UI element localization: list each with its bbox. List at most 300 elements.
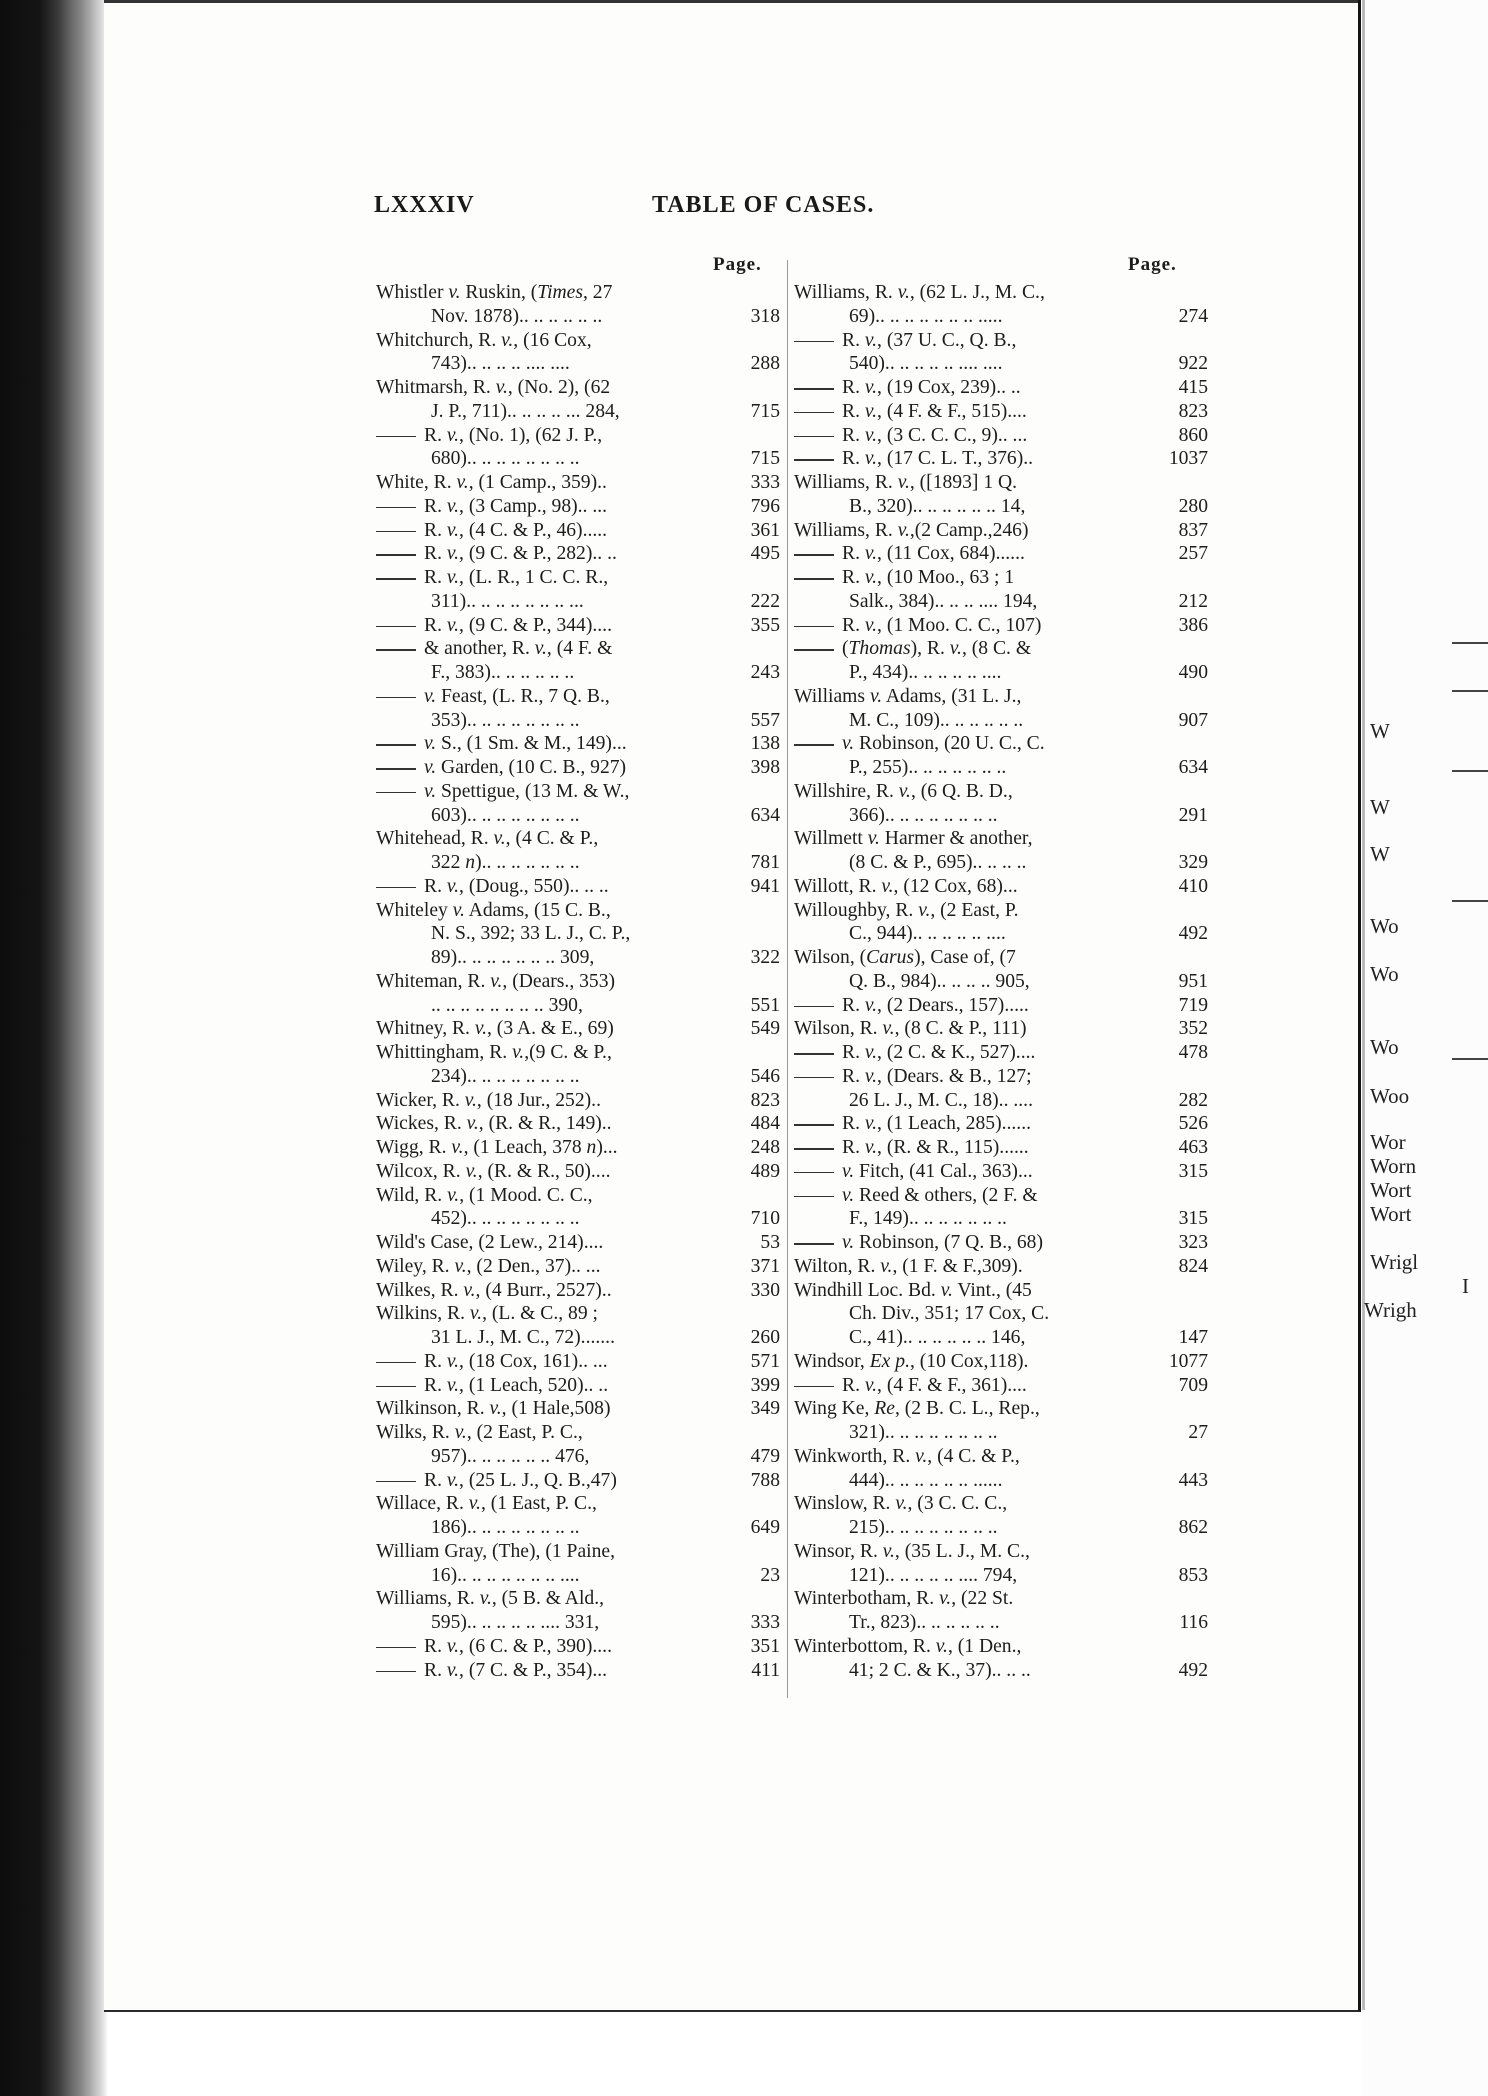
- page-number: 490: [1178, 662, 1208, 683]
- entry-line: [376, 1160, 780, 1184]
- entry-text: Windhill Loc. Bd. v. Vint., (45: [794, 1279, 1032, 1301]
- entry-text: 322 n).. .. .. .. .. .. ..: [431, 852, 580, 873]
- page-number: 329: [1178, 852, 1208, 873]
- entry-text: M. C., 109).. .. .. .. .. ..: [849, 709, 1024, 731]
- entry-line: [794, 780, 1208, 804]
- italic-text: v.: [864, 567, 878, 588]
- page-number: 492: [1178, 923, 1208, 945]
- italic-text: Re: [874, 1398, 895, 1420]
- entry-text: R. v., (9 C. & P., 344)....: [424, 614, 612, 636]
- entry-text: R. v., (9 C. & P., 282).. ..: [424, 543, 617, 565]
- page-number: 291: [1178, 804, 1208, 826]
- page-number: 371: [750, 1255, 780, 1277]
- sub-entry-line: [376, 780, 780, 804]
- italic-text: v.: [451, 1137, 464, 1158]
- page-number: 243: [750, 662, 780, 683]
- italic-text: v.: [918, 899, 931, 921]
- italic-text: v.: [474, 1018, 487, 1040]
- italic-text: v.: [864, 1374, 878, 1396]
- italic-text: v.: [479, 1588, 492, 1610]
- entry-line: [376, 1397, 780, 1421]
- italic-text: v.: [864, 1113, 878, 1135]
- italic-text: v.: [864, 329, 878, 351]
- page-number: 788: [750, 1469, 780, 1491]
- entry-text: 444).. .. .. .. .. .. ......: [849, 1469, 1003, 1491]
- entry-text: 31 L. J., M. C., 72).......: [431, 1327, 615, 1348]
- italic-text: v.: [512, 1042, 525, 1063]
- page-title: TABLE OF CASES.: [652, 192, 875, 218]
- entry-text: R. v., (1 Leach, 520).. ..: [424, 1374, 609, 1396]
- page-number: 649: [750, 1517, 780, 1538]
- ditto-dash: [376, 1362, 416, 1364]
- page-number: 147: [1178, 1327, 1208, 1348]
- facing-dash: [1452, 1058, 1488, 1060]
- entry-continuation-line: [794, 590, 1208, 614]
- page-number: 715: [750, 448, 780, 470]
- right-column-heading: Page.: [1128, 254, 1177, 275]
- ditto-dash: [376, 507, 416, 509]
- italic-text: v.: [842, 1184, 855, 1206]
- entry-text: Whiteley v. Adams, (15 C. B.,: [376, 899, 611, 921]
- sub-entry-line: [376, 566, 780, 590]
- entry-line: [794, 899, 1208, 923]
- entry-line: [794, 1350, 1208, 1374]
- entry-text: C., 944).. .. .. .. .. ....: [849, 923, 1006, 945]
- column-divider: [787, 260, 788, 1698]
- entry-line: [376, 1041, 780, 1065]
- page-number: 1037: [1168, 448, 1208, 470]
- page-number: 410: [1178, 875, 1208, 897]
- page-number: 796: [750, 495, 780, 517]
- entry-text: Willoughby, R. v., (2 East, P.: [794, 899, 1019, 921]
- sub-entry-line: [794, 1160, 1208, 1184]
- italic-text: v.: [939, 1588, 952, 1610]
- page-number: 116: [1179, 1612, 1208, 1633]
- entry-text: Wilson, R. v., (8 C. & P., 111): [794, 1018, 1027, 1040]
- entry-text: Williams, R. v., (5 B. & Ald.,: [376, 1588, 604, 1610]
- entry-line: [376, 1279, 780, 1303]
- italic-text: v.: [864, 543, 878, 565]
- entry-text: R. v., (4 C. & P., 46).....: [424, 519, 608, 541]
- facing-fragment: Wo: [1370, 962, 1399, 986]
- entry-continuation-line: [794, 970, 1208, 994]
- entry-line: [376, 471, 780, 495]
- entry-text: Nov. 1878).. .. .. .. .. ..: [431, 305, 603, 327]
- page-number: 551: [750, 994, 780, 1016]
- facing-fragment: Wor: [1370, 1130, 1406, 1154]
- entry-text: J. P., 711).. .. .. .. ... 284,: [431, 400, 620, 422]
- entry-line: [794, 1635, 1208, 1659]
- sub-entry-line: [794, 376, 1208, 400]
- entry-text: C., 41).. .. .. .. .. .. 146,: [849, 1327, 1026, 1348]
- page-number: 549: [750, 1018, 780, 1040]
- italic-text: v.: [424, 685, 437, 707]
- page-number: 715: [750, 400, 780, 422]
- sub-entry-line: [376, 519, 780, 543]
- page-number: 853: [1178, 1564, 1208, 1586]
- italic-text: v.: [446, 424, 460, 446]
- page-number: 484: [750, 1113, 780, 1135]
- italic-text: v.: [446, 1469, 460, 1491]
- italic-text: v.: [501, 329, 514, 351]
- entry-text: Tr., 823).. .. .. .. .. ..: [849, 1612, 1000, 1633]
- page-number: 23: [760, 1564, 780, 1586]
- entry-text: White, R. v., (1 Camp., 359)..: [376, 472, 607, 493]
- page-number: 323: [1178, 1232, 1208, 1253]
- page-number: 862: [1178, 1517, 1208, 1538]
- italic-text: v.: [882, 1540, 895, 1562]
- entry-continuation-line: [376, 661, 780, 685]
- ditto-dash: [376, 578, 416, 580]
- entry-text: (8 C. & P., 695).. .. .. ..: [849, 852, 1027, 873]
- page-number: 349: [750, 1398, 780, 1420]
- page-number: 282: [1178, 1089, 1208, 1111]
- entry-text: Wild, R. v., (1 Mood. C. C.,: [376, 1184, 593, 1206]
- ditto-dash: [376, 1386, 416, 1388]
- facing-fragment: Wo: [1370, 914, 1399, 938]
- entry-text: R. v., (25 L. J., Q. B.,47): [424, 1469, 617, 1491]
- entry-line: [794, 1445, 1208, 1469]
- italic-text: v.: [446, 614, 460, 636]
- page-number: 951: [1178, 970, 1208, 992]
- italic-text: v.: [898, 780, 911, 802]
- entry-text: 26 L. J., M. C., 18).. ....: [849, 1089, 1033, 1111]
- page-number: 492: [1178, 1659, 1208, 1681]
- page-folio: LXXXIV: [374, 192, 475, 218]
- italic-text: v.: [842, 1232, 855, 1253]
- entry-text: .. .. .. .. .. .. .. .. 390,: [431, 994, 583, 1016]
- entry-line: [794, 281, 1208, 305]
- entry-text: R. v., (37 U. C., Q. B.,: [842, 329, 1017, 351]
- entry-line: [794, 519, 1208, 543]
- entry-text: Willmett v. Harmer & another,: [794, 828, 1033, 850]
- ditto-dash: [794, 459, 834, 461]
- sub-entry-line: [794, 614, 1208, 638]
- italic-text: v.: [446, 567, 460, 588]
- entry-text: P., 255).. .. .. .. .. .. ..: [849, 757, 1007, 778]
- entry-text: Wilks, R. v., (2 East, P. C.,: [376, 1422, 583, 1443]
- page-number: 333: [750, 1612, 780, 1633]
- entry-line: [794, 1492, 1208, 1516]
- entry-text: Wilkes, R. v., (4 Burr., 2527)..: [376, 1279, 612, 1301]
- italic-text: v.: [446, 495, 460, 517]
- entry-text: Wicker, R. v., (18 Jur., 252)..: [376, 1089, 601, 1111]
- italic-text: Ex p.: [869, 1350, 910, 1372]
- entry-text: Salk., 384).. .. .. .... 194,: [849, 590, 1038, 612]
- facing-fragment: W: [1370, 842, 1390, 866]
- sub-entry-line: [794, 1112, 1208, 1136]
- entry-text: v. Fitch, (41 Cal., 363)...: [842, 1160, 1033, 1182]
- ditto-dash: [376, 531, 416, 533]
- page-number: 318: [750, 305, 780, 327]
- page-number: 526: [1178, 1113, 1208, 1135]
- ditto-dash: [794, 1006, 834, 1008]
- facing-dash: [1452, 770, 1488, 772]
- entry-continuation-line: [794, 1326, 1208, 1350]
- entry-line: [376, 281, 780, 305]
- entry-continuation-line: [376, 1445, 780, 1469]
- sub-entry-line: [376, 685, 780, 709]
- italic-text: v.: [446, 1659, 460, 1681]
- entry-text: Williams, R. v., (62 L. J., M. C.,: [794, 282, 1045, 303]
- entry-text: 366).. .. .. .. .. .. .. ..: [849, 804, 998, 826]
- facing-dash: [1452, 642, 1488, 644]
- entry-continuation-line: [794, 305, 1208, 329]
- entry-continuation-line: [376, 305, 780, 329]
- entry-text: 41; 2 C. & K., 37).. .. ..: [849, 1659, 1031, 1681]
- entry-continuation-line: [376, 994, 780, 1018]
- ditto-dash: [794, 554, 834, 556]
- entry-text: R. v., (10 Moo., 63 ; 1: [842, 567, 1015, 588]
- page-number: 222: [750, 590, 780, 612]
- italic-text: v.: [446, 875, 460, 897]
- italic-text: v.: [842, 733, 855, 755]
- page-number: 415: [1178, 377, 1208, 398]
- entry-text: Wilkinson, R. v., (1 Hale,508): [376, 1398, 611, 1420]
- italic-text: v.: [864, 1065, 878, 1087]
- entry-text: 743).. .. .. .. .... ....: [431, 353, 570, 375]
- entry-continuation-line: [376, 1516, 780, 1540]
- page-number: 274: [1178, 305, 1208, 327]
- entry-text: & another, R. v., (4 F. &: [424, 638, 613, 660]
- ditto-dash: [794, 1243, 834, 1245]
- entry-continuation-line: [376, 709, 780, 733]
- ditto-dash: [794, 649, 834, 651]
- italic-text: v.: [864, 400, 878, 422]
- ditto-dash: [794, 1148, 834, 1150]
- ditto-dash: [794, 1124, 834, 1126]
- italic-text: v.: [842, 1160, 855, 1182]
- italic-text: v.: [463, 1279, 476, 1301]
- sub-entry-line: [794, 732, 1208, 756]
- entry-continuation-line: [794, 1089, 1208, 1113]
- entry-continuation-line: [794, 661, 1208, 685]
- entry-continuation-line: [376, 946, 780, 970]
- italic-text: v.: [489, 1398, 502, 1420]
- italic-text: v.: [454, 1422, 467, 1443]
- page-number: 212: [1178, 590, 1208, 612]
- italic-text: v.: [880, 1255, 893, 1277]
- entry-text: Wild's Case, (2 Lew., 214)....: [376, 1232, 604, 1253]
- sub-entry-line: [376, 1350, 780, 1374]
- entry-text: F., 383).. .. .. .. .. ..: [431, 662, 575, 683]
- sub-entry-line: [376, 495, 780, 519]
- ditto-dash: [794, 1172, 834, 1174]
- italic-text: v.: [452, 899, 465, 921]
- page-number: 479: [750, 1445, 780, 1467]
- ditto-dash: [794, 1196, 834, 1198]
- entry-text: Windsor, Ex p., (10 Cox,118).: [794, 1350, 1029, 1372]
- page-number: 443: [1178, 1469, 1208, 1491]
- entry-text: 215).. .. .. .. .. .. .. ..: [849, 1517, 998, 1538]
- ditto-dash: [794, 578, 834, 580]
- facing-fragment: Wo: [1370, 1035, 1399, 1059]
- page-number: 941: [750, 875, 780, 897]
- entry-line: [794, 1279, 1208, 1303]
- entry-text: R. v., (1 Leach, 285)......: [842, 1113, 1031, 1135]
- entry-continuation-line: [794, 352, 1208, 376]
- page-number: 710: [750, 1208, 780, 1230]
- italic-text: v.: [895, 1493, 908, 1515]
- entry-continuation-line: [376, 1207, 780, 1231]
- entry-line: [376, 329, 780, 353]
- sub-entry-line: [376, 424, 780, 448]
- entry-continuation-line: [376, 1564, 780, 1588]
- italic-text: v.: [897, 472, 910, 493]
- sub-entry-line: [376, 732, 780, 756]
- entry-line: [376, 1231, 780, 1255]
- entry-line: [794, 471, 1208, 495]
- entry-text: F., 149).. .. .. .. .. .. ..: [849, 1208, 1007, 1230]
- entry-line: [376, 1302, 780, 1326]
- left-column: [376, 281, 780, 1682]
- page-number: 571: [750, 1350, 780, 1372]
- entry-text: 121).. .. .. .. .. .... 794,: [849, 1564, 1018, 1586]
- entry-text: Williams v. Adams, (31 L. J.,: [794, 685, 1022, 707]
- facing-fragment: Worn: [1370, 1154, 1417, 1178]
- page-number: 355: [750, 614, 780, 636]
- sub-entry-line: [794, 424, 1208, 448]
- sub-entry-line: [794, 1184, 1208, 1208]
- page-number: 411: [751, 1659, 780, 1681]
- entry-line: [376, 1587, 780, 1611]
- italic-text: v.: [446, 519, 460, 541]
- ditto-dash: [794, 412, 834, 414]
- entry-continuation-line: [376, 1326, 780, 1350]
- entry-text: P., 434).. .. .. .. .. ....: [849, 662, 1002, 683]
- entry-continuation-line: [794, 1421, 1208, 1445]
- left-column-heading: Page.: [713, 254, 762, 275]
- ditto-dash: [376, 1671, 416, 1673]
- italic-text: n: [465, 852, 476, 873]
- facing-fragment: Wrigl: [1370, 1250, 1419, 1274]
- entry-continuation-line: [794, 709, 1208, 733]
- page-number: 634: [750, 804, 780, 826]
- page-number: 781: [750, 852, 780, 873]
- entry-text: Winsor, R. v., (35 L. J., M. C.,: [794, 1540, 1030, 1562]
- entry-text: Whitchurch, R. v., (16 Cox,: [376, 329, 592, 351]
- ditto-dash: [376, 1647, 416, 1649]
- entry-text: 957).. .. .. .. .. .. 476,: [431, 1445, 590, 1467]
- sub-entry-line: [794, 1231, 1208, 1255]
- page-number: 1077: [1168, 1350, 1208, 1372]
- entry-text: R. v., (2 Dears., 157).....: [842, 994, 1029, 1016]
- facing-fragment: Woo: [1370, 1084, 1410, 1108]
- ditto-dash: [794, 341, 834, 343]
- entry-text: Williams, R. v., ([1893] 1 Q.: [794, 472, 1018, 493]
- page-number: 138: [750, 733, 780, 755]
- page-number: 27: [1188, 1422, 1208, 1443]
- entry-continuation-line: [794, 1469, 1208, 1493]
- entry-continuation-line: [376, 851, 780, 875]
- italic-text: v.: [864, 614, 878, 636]
- entry-text: R. v., (6 C. & P., 390)....: [424, 1635, 612, 1657]
- entry-continuation-line: [794, 851, 1208, 875]
- italic-text: v.: [915, 1445, 928, 1467]
- entry-continuation-line: [376, 352, 780, 376]
- facing-dash: [1452, 900, 1488, 902]
- italic-text: v.: [864, 1042, 878, 1063]
- sub-entry-line: [794, 1136, 1208, 1160]
- italic-text: v.: [490, 970, 503, 992]
- italic-text: v.: [495, 377, 508, 398]
- italic-text: v.: [446, 1350, 460, 1372]
- page-number: 322: [750, 947, 780, 968]
- entry-text: R. v., (3 C. C. C., 9).. ...: [842, 424, 1028, 446]
- entry-text: R. v., (No. 1), (62 J. P.,: [424, 424, 603, 446]
- entry-text: Wickes, R. v., (R. & R., 149)..: [376, 1113, 612, 1135]
- entry-text: Wiley, R. v., (2 Den., 37).. ...: [376, 1255, 601, 1277]
- entry-line: [794, 875, 1208, 899]
- entry-text: 680).. .. .. .. .. .. .. ..: [431, 448, 580, 470]
- entry-line: [794, 685, 1208, 709]
- italic-text: v.: [534, 638, 547, 660]
- entry-line: [794, 1255, 1208, 1279]
- entry-line: [376, 970, 780, 994]
- entry-continuation-line: [376, 804, 780, 828]
- facing-fragment: Wort: [1370, 1178, 1412, 1202]
- page-number: 398: [750, 757, 780, 778]
- page-number: 248: [750, 1137, 780, 1158]
- entry-continuation-line: [376, 400, 780, 424]
- entry-text: 603).. .. .. .. .. .. .. ..: [431, 804, 580, 826]
- entry-continuation-line: [794, 1516, 1208, 1540]
- page-number: 351: [750, 1635, 780, 1657]
- entry-text: Ch. Div., 351; 17 Cox, C.: [849, 1303, 1050, 1325]
- ditto-dash: [794, 1053, 834, 1055]
- italic-text: v.: [466, 1113, 479, 1135]
- entry-text: v. Garden, (10 C. B., 927): [424, 757, 627, 778]
- facing-fragment: I: [1462, 1274, 1469, 1298]
- entry-text: Williams, R. v.,(2 Camp.,246): [794, 519, 1029, 541]
- entry-text: R. v., (Doug., 550).. .. ..: [424, 875, 609, 897]
- sub-entry-line: [376, 756, 780, 780]
- entry-text: v. Robinson, (20 U. C., C.: [842, 733, 1045, 755]
- entry-text: 89).. .. .. .. .. .. .. 309,: [431, 947, 595, 968]
- entry-line: [376, 1136, 780, 1160]
- page-number: 352: [1178, 1018, 1208, 1040]
- italic-text: v.: [864, 424, 878, 446]
- page-number: 315: [1178, 1160, 1208, 1182]
- entry-text: Winterbottom, R. v., (1 Den.,: [794, 1635, 1022, 1657]
- page-number: 837: [1178, 519, 1208, 541]
- ditto-dash: [794, 744, 834, 746]
- ditto-dash: [376, 1481, 416, 1483]
- entry-text: v. Reed & others, (2 F. &: [842, 1184, 1038, 1206]
- entry-text: Whitney, R. v., (3 A. & E., 69): [376, 1018, 614, 1040]
- ditto-dash: [794, 1077, 834, 1079]
- page-number: 288: [750, 353, 780, 375]
- entry-text: R. v., (1 Moo. C. C., 107): [842, 614, 1042, 636]
- facing-fragment: Wrigh: [1364, 1298, 1417, 1322]
- entry-line: [376, 1421, 780, 1445]
- italic-text: Carus: [866, 947, 915, 968]
- sub-entry-line: [376, 875, 780, 899]
- entry-line: [376, 827, 780, 851]
- page-number: 257: [1178, 543, 1208, 565]
- italic-text: v.: [456, 472, 469, 493]
- entry-line: [376, 1089, 780, 1113]
- entry-continuation-line: [794, 1564, 1208, 1588]
- entry-continuation-line: [794, 1659, 1208, 1683]
- italic-text: v.: [446, 1635, 460, 1657]
- entry-text: R. v., (17 C. L. T., 376)..: [842, 448, 1034, 470]
- sub-entry-line: [794, 447, 1208, 471]
- italic-text: v.: [864, 377, 878, 398]
- entry-continuation-line: [794, 804, 1208, 828]
- page-number: 315: [1178, 1208, 1208, 1230]
- entry-continuation-line: [794, 922, 1208, 946]
